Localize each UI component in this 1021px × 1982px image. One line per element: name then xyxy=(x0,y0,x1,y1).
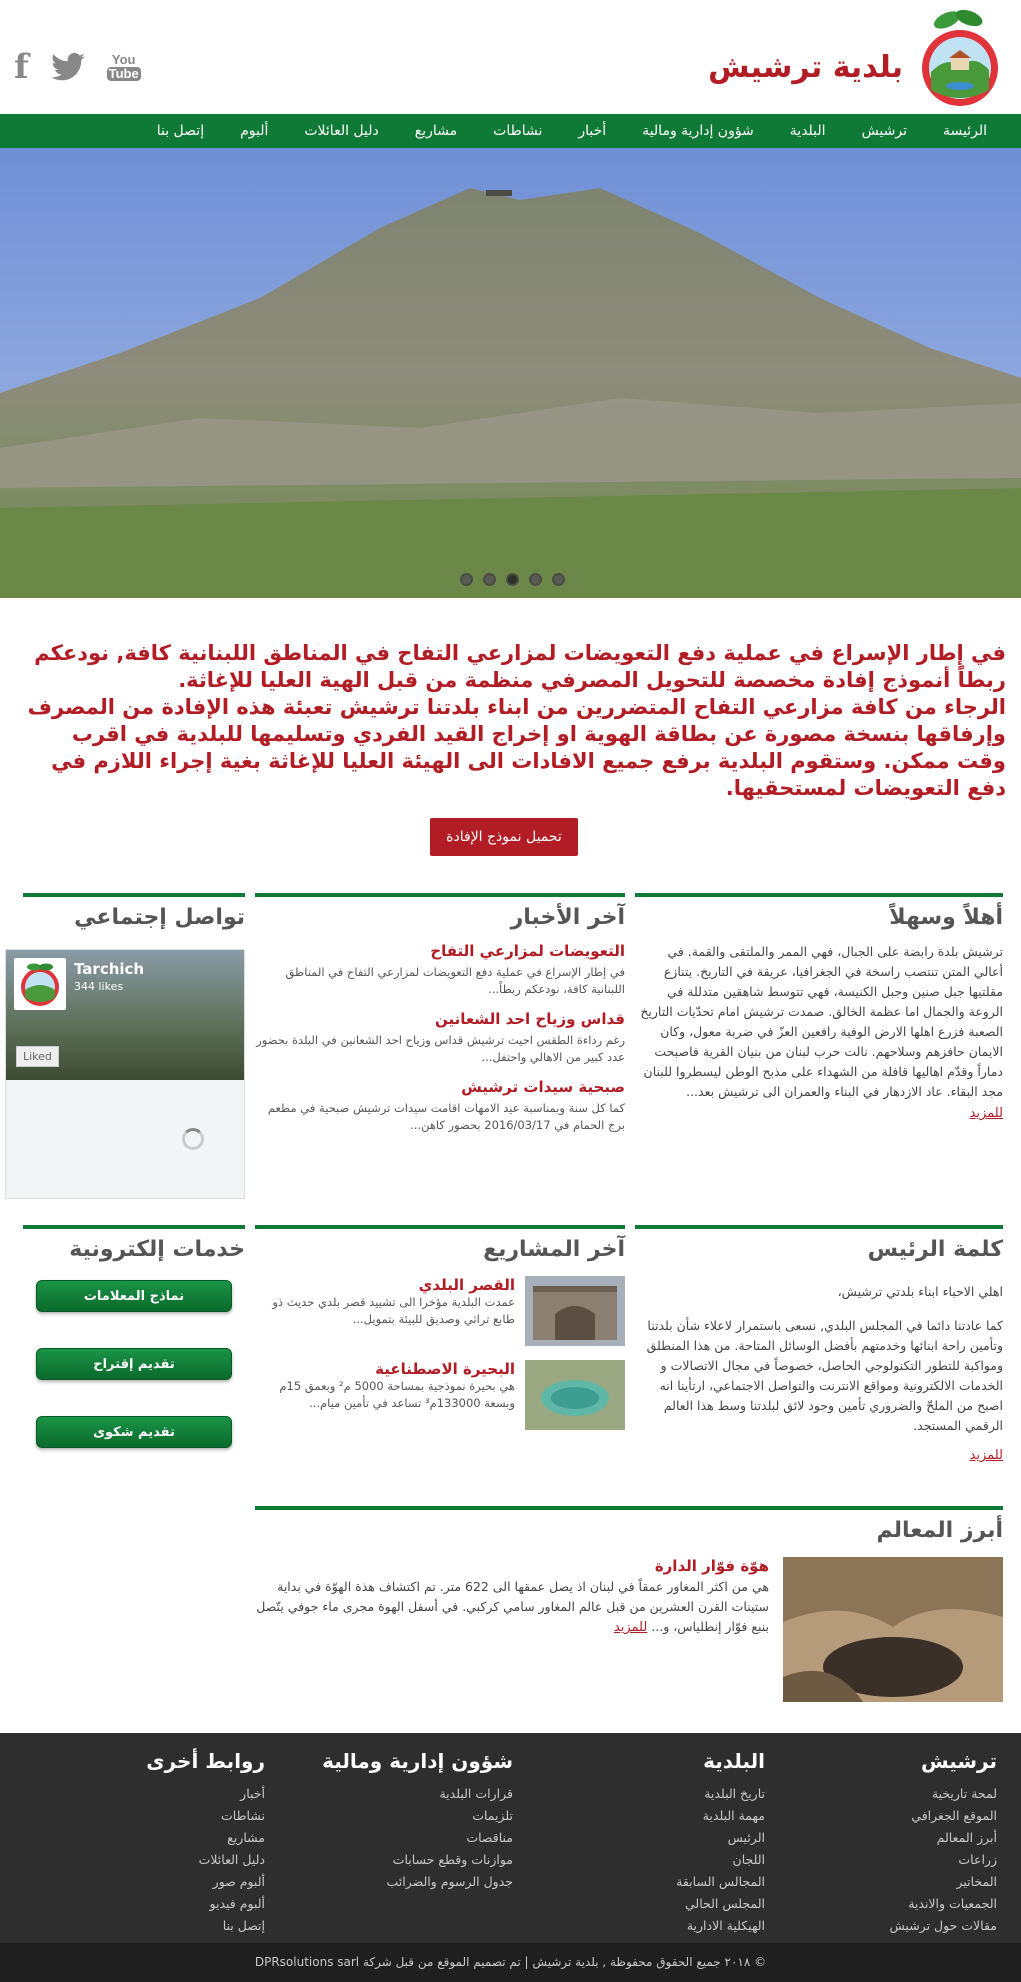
mayor-greeting: اهلي الاحباء ابناء بلدتي ترشيش، xyxy=(837,1284,1003,1299)
facebook-likes-count: 344 likes xyxy=(74,980,124,993)
landmarks-widget xyxy=(255,1506,1003,1706)
twitter-icon[interactable] xyxy=(51,53,85,81)
footer-link[interactable]: الرئيس xyxy=(727,1830,765,1845)
nav-item-family-guide[interactable]: دليل العائلات xyxy=(304,123,379,139)
project-title[interactable]: البحيرة الاصطناعية xyxy=(375,1360,515,1378)
mayor-text: كما عادتنا دائما في المجلس البلدي, نسعى باستمرار لاعلاء شأن بلدتنا وتأمين راحة ابنائها وخدمتهم بأفضل الوسائل المتاحة. من هذا المنطلق ومواكبة للتطور التكنولوجي الحاصل، خصوصاً في مجال الاتصالات و الخدمات الالكترونية ومواقع الانترنت والتواصل الاجتماعي، ارتأينا انه اصبح من الملحّ والضروري تأمين وجود لائق لبلدتنا وسط هذا العالم الرقمي المستجد. xyxy=(646,1318,1003,1433)
footer-link[interactable]: المخاتير xyxy=(956,1874,997,1889)
news-item-desc: رغم رداءة الطقس احيت ترشيش قداس وزياح احد الشعانين في البلدة بحضور عدد كبير من الاهالي واحتفل... xyxy=(256,1033,625,1064)
project-desc: هي بحيرة نموذجية بمساحة 5000 م² وبعمق 15م وبسعة 133000م³ تساعد في تأمين ميام... xyxy=(279,1379,515,1410)
forms-button[interactable]: نماذج المعلامات xyxy=(36,1280,232,1312)
mayor-more-link[interactable]: للمزيد xyxy=(969,1448,1003,1463)
footer-link[interactable]: قرارات البلدية xyxy=(439,1786,513,1801)
footer-link[interactable]: تلزيمات xyxy=(472,1808,513,1823)
footer-link[interactable]: الجمعيات والاندية xyxy=(908,1896,997,1911)
footer-link[interactable]: دليل العائلات xyxy=(198,1852,265,1867)
footer-link[interactable]: مناقصات xyxy=(466,1830,513,1845)
welcome-widget xyxy=(635,893,1003,1193)
nav-item-home[interactable]: الرئيسة xyxy=(943,123,987,139)
footer-link[interactable]: مهمة البلدية xyxy=(702,1808,765,1823)
footer-col-tarchich xyxy=(890,1749,998,1937)
mountain-photo xyxy=(0,148,1021,598)
footer-link[interactable]: المجلس الحالي xyxy=(684,1896,765,1911)
project-image[interactable] xyxy=(525,1276,625,1346)
facebook-icon[interactable]: f xyxy=(14,47,29,87)
slider-dot-1[interactable] xyxy=(460,573,473,586)
landmarks-title: أبرز المعالم xyxy=(876,1518,1003,1543)
footer-col-title: روابط أخرى xyxy=(146,1749,265,1773)
nav-item-activities[interactable]: نشاطات xyxy=(493,123,543,139)
nav-item-admin-finance[interactable]: شؤون إدارية ومالية xyxy=(642,123,754,139)
footer-link[interactable]: مقالات حول ترشيش xyxy=(889,1918,997,1933)
youtube-tube-text: Tube xyxy=(108,66,139,81)
slider-dots xyxy=(460,573,565,586)
news-item-desc: كما كل سنة وبمناسبة عيد الامهات اقامت سيدات ترشيش صبحية في مطعم برج الحمام في 2016/03/17 بحضور كاهن... xyxy=(267,1101,625,1132)
main-nav xyxy=(0,114,1021,148)
footer-col-title: البلدية xyxy=(703,1749,765,1773)
nav-item-municipality[interactable]: البلدية xyxy=(789,123,826,139)
footer-col-title: ترشيش xyxy=(920,1749,997,1773)
announcement-paragraph-2: الرجاء من كافة مزارعي التفاح المتضررين من ابناء بلدتنا ترشيش تعبئة هذه الإفادة من المصرف وإرفاقها بنسخة مصورة عن بطاقة الهوية او إخراج القيد الفردي وتسليمها للبلدية في اقرب وقت ممكن. وستقوم البلدية برفع جميع الافادات الى الهيئة العليا للإغاثة بغية إجراء اللازم في دفع التعويضات لمستحقيها. xyxy=(27,695,1006,800)
landmark-desc-text: هي من اكثر المغاور عمقاً في لبنان اذ يصل عمقها الى 622 متر. تم اكتشاف هذة الهوّة في بداية ستينات القرن العشرين من قبل عالم المغاور سامي كركبي. في أسفل الهوة مجرى ماء جوفي يتّصل بنبع فوّار إنطلياس، و... xyxy=(256,1579,769,1634)
footer-link[interactable]: المجالس السابقة xyxy=(676,1874,765,1889)
nav-item-album[interactable]: ألبوم xyxy=(240,123,269,139)
footer-link[interactable]: الهيكلية الادارية xyxy=(686,1918,765,1933)
footer-col-title: شؤون إدارية ومالية xyxy=(322,1749,513,1773)
news-item[interactable] xyxy=(255,1010,625,1066)
announcement xyxy=(16,640,1006,802)
complaint-button[interactable]: تقديم شكوى xyxy=(36,1416,232,1448)
footer-link[interactable]: زراعات xyxy=(958,1852,997,1867)
footer-link[interactable]: موازنات وقطع حسابات xyxy=(392,1852,513,1867)
landmark-item[interactable] xyxy=(255,1557,1003,1702)
project-desc: عمدت البلدية مؤخرا الى تشييد قصر بلدي حديث ذو طابع تراثي وصديق للبيئة بتمويل... xyxy=(272,1295,515,1326)
facebook-cover xyxy=(6,950,244,1080)
footer-link[interactable]: ألبوم صور xyxy=(212,1874,265,1889)
site-title[interactable]: بلدية ترشيش xyxy=(708,50,903,85)
slider-dot-4[interactable] xyxy=(529,573,542,586)
footer-col-municipality xyxy=(676,1749,765,1937)
footer-link[interactable]: جدول الرسوم والضرائب xyxy=(386,1874,513,1889)
eservices-title: خدمات إلكترونية xyxy=(69,1237,245,1262)
youtube-icon[interactable] xyxy=(107,53,141,81)
news-item-title[interactable]: صبحية سيدات ترشيش xyxy=(461,1078,625,1096)
news-item-title[interactable]: التعويضات لمزارعي التفاح xyxy=(430,942,625,960)
social-widget xyxy=(23,893,245,1203)
nav-item-tarchich[interactable]: ترشيش xyxy=(861,123,907,139)
footer-col-admin-finance xyxy=(322,1749,513,1893)
eservices-widget xyxy=(23,1225,245,1465)
facebook-liked-button[interactable]: Liked xyxy=(16,1046,59,1067)
project-item[interactable] xyxy=(255,1276,625,1346)
footer-col-other-links xyxy=(146,1749,265,1937)
footer-link[interactable]: ألبوم فيديو xyxy=(209,1896,265,1911)
copyright-bar: © ٢٠١٨ جميع الحقوق محفوظة , بلدية ترشيش | تم تصميم الموقع من قبل شركة DPRsolutions sarl xyxy=(0,1943,1021,1982)
footer-link[interactable]: اللجان xyxy=(732,1852,765,1867)
footer-link[interactable]: أبرز المعالم xyxy=(936,1830,997,1845)
footer-link[interactable]: نشاطات xyxy=(221,1808,265,1823)
facebook-page-name[interactable]: Tarchich xyxy=(74,960,145,978)
welcome-more-link[interactable]: للمزيد xyxy=(969,1106,1003,1121)
footer-link[interactable]: تاريخ البلدية xyxy=(704,1786,765,1801)
loading-spinner-icon xyxy=(182,1128,204,1150)
facebook-page-box[interactable] xyxy=(5,949,245,1199)
project-item[interactable] xyxy=(255,1360,625,1430)
footer-link[interactable]: مشاريع xyxy=(227,1830,265,1845)
footer-link[interactable]: لمحة تاريخية xyxy=(931,1786,997,1801)
project-image[interactable] xyxy=(525,1360,625,1430)
footer-link[interactable]: أخبار xyxy=(240,1786,265,1801)
landmark-desc xyxy=(255,1577,769,1638)
municipality-logo[interactable] xyxy=(917,6,1003,110)
project-title[interactable]: القصر البلدي xyxy=(418,1276,515,1294)
news-widget xyxy=(255,893,625,1193)
hero-slider[interactable] xyxy=(0,148,1021,598)
news-item[interactable] xyxy=(255,1078,625,1134)
mayor-title: كلمة الرئيس xyxy=(867,1237,1003,1262)
nav-item-projects[interactable]: مشاريع xyxy=(414,123,458,139)
footer-link[interactable]: الموقع الجغرافي xyxy=(911,1808,997,1823)
site-footer xyxy=(0,1733,1021,1943)
landmark-more-link[interactable]: للمزيد xyxy=(613,1620,648,1635)
news-title: آخر الأخبار xyxy=(510,905,625,930)
welcome-text: ترشيش بلدة رابضة على الجبال، فهي الممر والملتقى والقمة. في أعالي المتن تنتصب راسخة في الجغرافيا، عريقة في التاريخ. يتنازع مقلتيها جبل صنين وجبل الكنيسة، فهي تتوسط شاهقين متدللة في الروعة والجمال اما عظمة الخالق. صمدت ترشيش امام تحدّيات التاريخ الصعبة فزرع اهلها الارض الوفية رافعين العزّ في ضربة معول، وكان الايمان حافزهم وسلاحهم. نالت حرب لبنان من بنيان القرية فاصبحت دماراً وقدّم اهاليها قافلة من الشهداء على مذبح الوطن ليسطروا للبنان مجد البقاء. عاد الازدهار في البناء والعمران الى ترشيش بعد... xyxy=(640,944,1003,1099)
social-title: تواصل إجتماعي xyxy=(74,905,245,930)
projects-title: آخر المشاريع xyxy=(483,1237,625,1262)
news-item-title[interactable]: قداس وزياح احد الشعانين xyxy=(434,1010,625,1028)
landmark-title[interactable]: هوّة فوّار الدارة xyxy=(654,1557,769,1575)
site-header xyxy=(0,0,1021,114)
youtube-you-text: You xyxy=(111,52,136,67)
landmark-image[interactable] xyxy=(783,1557,1003,1702)
news-item-desc: في إطار الإسراع في عملية دفع التعويضات لمزارعي التفاح في المناطق اللبنانية كافة، نودعكم ربطاً... xyxy=(285,965,625,996)
suggestion-button[interactable]: تقديم إقتراح xyxy=(36,1348,232,1380)
announcement-paragraph-1: في إطار الإسراع في عملية دفع التعويضات لمزارعي التفاح في المناطق اللبنانية كافة, نودعكم ربطاً أنموذج إفادة مخصصة للتحويل المصرفي منظمة من قبل الهية العليا للإغاثة. xyxy=(34,641,1006,692)
news-item[interactable] xyxy=(255,942,625,998)
nav-item-contact[interactable]: إتصل بنا xyxy=(156,123,205,139)
mayor-widget xyxy=(635,1225,1003,1515)
projects-widget xyxy=(255,1225,625,1515)
footer-link[interactable]: إتصل بنا xyxy=(222,1918,265,1933)
slider-dot-2[interactable] xyxy=(483,573,496,586)
slider-dot-3[interactable] xyxy=(506,573,519,586)
nav-item-news[interactable]: أخبار xyxy=(578,123,607,139)
facebook-page-avatar[interactable] xyxy=(14,958,66,1010)
welcome-title: أهلاً وسهلاً xyxy=(889,905,1003,930)
social-links xyxy=(14,47,141,87)
slider-dot-5[interactable] xyxy=(552,573,565,586)
download-form-button[interactable]: تحميل نموذج الإفادة xyxy=(430,818,578,856)
